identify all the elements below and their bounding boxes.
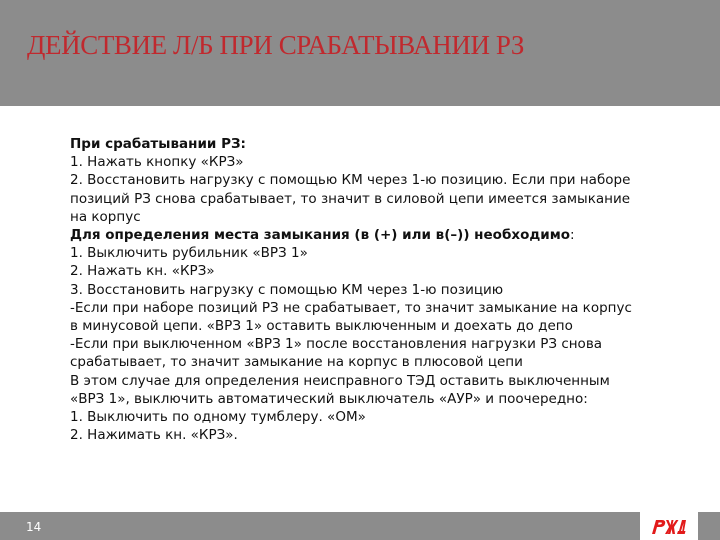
content-line: 1. Выключить по одному тумблеру. «ОМ»: [70, 409, 366, 426]
slide-title: ДЕЙСТВИЕ Л/Б ПРИ СРАБАТЫВАНИИ РЗ: [27, 30, 524, 60]
content-heading: При срабатывании РЗ:: [70, 136, 246, 152]
footer-bar: [0, 512, 720, 540]
content-line: «ВРЗ 1», выключить автоматический выключатель «АУР» и поочередно:: [70, 390, 588, 407]
content-line: -Если при наборе позиций РЗ не срабатывает, то значит замыкание на корпус: [70, 299, 632, 316]
page-number: 14: [26, 520, 42, 534]
content-line: 3. Восстановить нагрузку с помощью КМ через 1-ю позицию: [70, 281, 504, 298]
content-heading-line: [70, 226, 720, 244]
content-line: 1. Выключить рубильник «ВРЗ 1»: [70, 245, 308, 262]
content-line: -Если при выключенном «ВРЗ 1» после восстановления нагрузки РЗ снова: [70, 336, 603, 353]
slide-content: [70, 135, 720, 444]
heading-colon: :: [570, 227, 575, 244]
content-line: срабатывает, то значит замыкание на корпус в плюсовой цепи: [70, 354, 523, 371]
rzd-logo: [640, 512, 698, 540]
rzd-logo-icon: [650, 516, 688, 536]
content-line: 2. Восстановить нагрузку с помощью КМ через 1-ю позицию. Если при наборе: [70, 172, 631, 189]
content-line: 1. Нажать кнопку «КРЗ»: [70, 154, 244, 171]
content-line: 2. Нажать кн. «КРЗ»: [70, 263, 215, 280]
content-heading: Для определения места замыкания (в (+) или в(–)) необходимо: [70, 227, 571, 244]
content-line: 2. Нажимать кн. «КРЗ».: [70, 427, 238, 444]
content-line: в минусовой цепи. «ВРЗ 1» оставить выключенным и доехать до депо: [70, 318, 573, 335]
content-line: В этом случае для определения неисправного ТЭД оставить выключенным: [70, 372, 610, 389]
content-line: позиций РЗ снова срабатывает, то значит в силовой цепи имеется замыкание: [70, 190, 631, 207]
content-line: на корпус: [70, 208, 141, 225]
